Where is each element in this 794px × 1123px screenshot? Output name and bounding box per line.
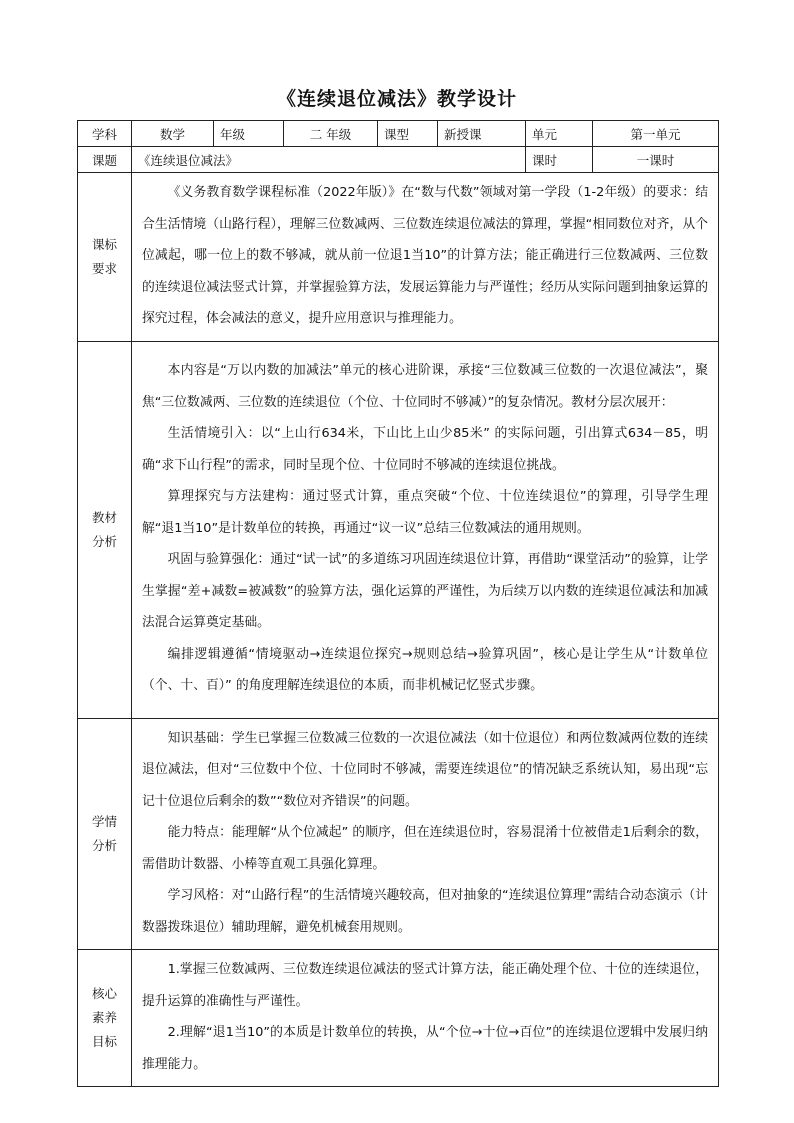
material-paragraph: 生活情境引入：以“上山行634米，下山比上山少85米” 的实际问题，引出算式634－85，明确“求下山行程”的需求，同时呈现个位、十位同时不够减的连续退位挑战。: [142, 426, 708, 473]
students-label: [78, 718, 132, 950]
goals-paragraph: 2.理解“退1当10”的本质是计数单位的转换，从“个位→十位→百位”的连续退位逻辑中发展归纳推理能力。: [142, 1025, 708, 1072]
material-label: [78, 341, 132, 718]
goals-label-line1: 核心: [91, 986, 117, 1001]
standards-label: [78, 173, 132, 342]
info-row: [78, 121, 719, 147]
material-paragraph: 算理探究与方法建构：通过竖式计算，重点突破“个位、十位连续退位”的算理，引导学生理解“退1当10”是计数单位的转换，再通过“议一议”总结三位数减法的通用规则。: [142, 489, 708, 536]
unit-label: 单元: [526, 121, 593, 147]
students-content: [132, 718, 719, 950]
material-row: [78, 341, 719, 718]
material-paragraph: 本内容是“万以内数的加减法”单元的核心进阶课，承接“三位数减三位数的一次退位减法”，聚焦“三位数减两、三位数的连续退位（个位、十位同时不够减）”的复杂情况。教材分层次展开：: [142, 363, 708, 410]
subject-label: 学科: [78, 121, 132, 147]
goals-content: [132, 950, 719, 1087]
goals-label-line2: 素养: [91, 1010, 117, 1025]
lesson-type-label: 课型: [378, 121, 438, 147]
students-paragraph: 知识基础：学生已掌握三位数减三位数的一次退位减法（如十位退位）和两位数减两位数的连续退位减法，但对“三位数中个位、十位同时不够减，需要连续退位”的情况缺乏系统认知，易出现“忘记十位退位后剩余的数”“数位对齐错误”的问题。: [142, 730, 708, 809]
grade-label: 年级: [214, 121, 284, 147]
students-label-line1: 学情: [91, 813, 117, 829]
topic-value: 《连续退位减法》: [132, 147, 526, 173]
standards-row: [78, 173, 719, 342]
students-paragraph: 能力特点：能理解“从个位减起” 的顺序，但在连续退位时，容易混淆十位被借走1后剩余的数，需借助计数器、小棒等直观工具强化算理。: [142, 825, 708, 872]
students-label-line2: 分析: [91, 837, 117, 853]
lesson-type-value: 新授课: [438, 121, 526, 147]
unit-value: 第一单元: [593, 121, 719, 147]
standards-content: [132, 173, 719, 342]
period-label: 课时: [526, 147, 593, 173]
goals-label-line3: 目标: [91, 1034, 117, 1049]
goals-paragraph: 1.掌握三位数减两、三位数连续退位减法的竖式计算方法，能正确处理个位、十位的连续退位，提升运算的准确性与严谨性。: [142, 962, 708, 1009]
material-paragraph: 巩固与验算强化：通过“试一试”的多道练习巩固连续退位计算，再借助“课堂活动”的验算，让学生掌握“差+减数=被减数”的验算方法，强化运算的严谨性，为后续万以内数的连续退位减法和加减法混合运算奠定基础。: [142, 552, 708, 631]
material-content: [132, 341, 719, 718]
material-paragraph: 编排逻辑遵循“情境驱动→连续退位探究→规则总结→验算巩固”，核心是让学生从“计数单位（个、十、百）” 的角度理解连续退位的本质，而非机械记忆竖式步骤。: [142, 646, 708, 694]
goals-label: [78, 950, 132, 1087]
period-value: 一课时: [593, 147, 719, 173]
grade-value: 二 年级: [284, 121, 378, 147]
document-title: 《连续退位减法》教学设计: [276, 88, 517, 110]
material-label-line1: 教材: [91, 509, 117, 525]
topic-label: 课题: [78, 147, 132, 173]
standards-label-line1: 课标: [91, 236, 117, 252]
standards-label-line2: 要求: [91, 260, 117, 276]
topic-row: [78, 147, 719, 173]
lesson-plan-table: [77, 120, 719, 1087]
students-paragraph: 学习风格：对“山路行程”的生活情境兴趣较高，但对抽象的“连续退位算理”需结合动态演示（计数器拨珠退位）辅助理解，避免机械套用规则。: [142, 888, 708, 935]
standards-paragraph: 《义务教育数学课程标准（2022年版）》在“数与代数”领域对第一学段（1-2年级）的要求：结合生活情境（山路行程），理解三位数减两、三位数连续退位减法的算理，掌握“相同数位对齐，从个位减起，哪一位上的数不够减，就从前一位退1当10”的计算方法；能正确进行三位数减两、三位数的连续退位减法竖式计算，并掌握验算方法，发展运算能力与严谨性；经历从实际问题到抽象运算的探究过程，体会减法的意义，提升应用意识与推理能力。: [142, 185, 708, 326]
subject-value: 数学: [132, 121, 214, 147]
students-row: [78, 718, 719, 950]
goals-row: [78, 950, 719, 1087]
material-label-line2: 分析: [91, 533, 117, 549]
